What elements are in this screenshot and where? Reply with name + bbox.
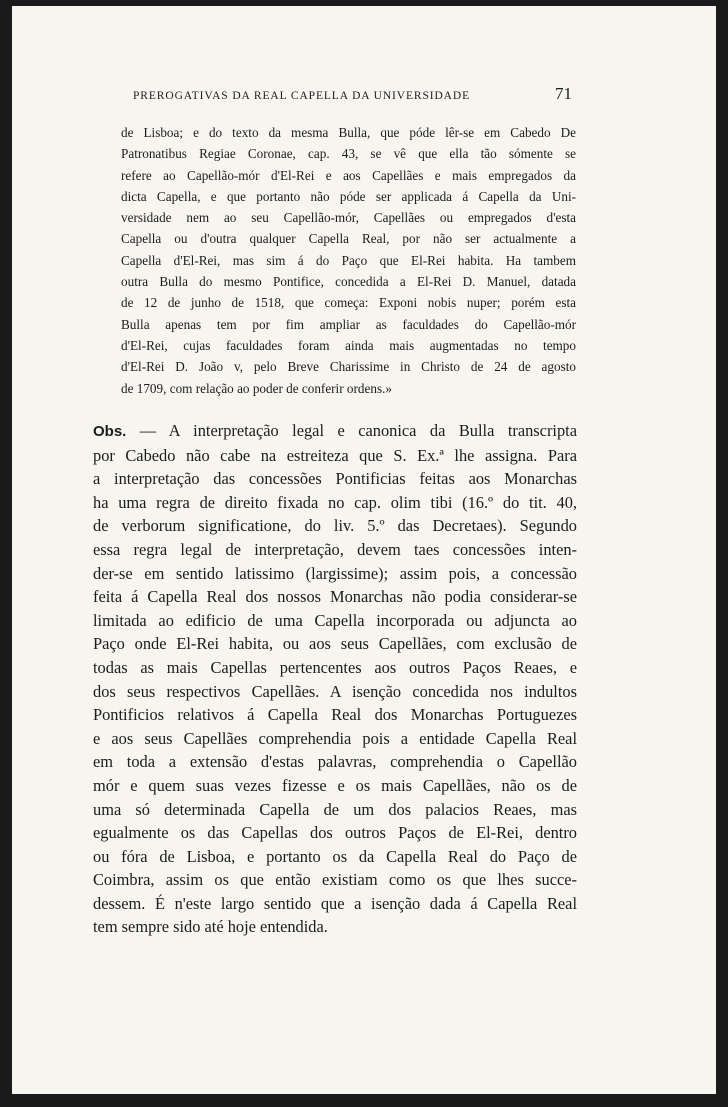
quoted-passage	[121, 122, 576, 399]
body-line: essa regra legal de interpretação, devem taes concessões inten-	[93, 539, 577, 559]
body-text	[93, 419, 577, 939]
body-line-first	[93, 419, 577, 444]
quote-line: Capella d'El-Rei, mas sim á do Paço que El-Rei habita. Ha tambem	[121, 252, 576, 268]
body-line: por Cabedo não cabe na estreiteza que S. Ex.ª lhe assigna. Para	[93, 445, 577, 465]
body-line: e aos seus Capellães comprehendia pois a entidade Capella Real	[93, 728, 577, 748]
body-line: em toda a extensão d'estas palavras, comprehendia o Capellão	[93, 752, 577, 772]
obs-label: Obs.	[93, 423, 127, 440]
body-line: dessem. É n'este largo sentido que a isenção dada á Capella Real	[93, 893, 577, 913]
quote-line: dicta Capella, e que portanto não póde ser applicada á Capella da Uni-	[121, 188, 576, 204]
quote-line: outra Bulla do mesmo Pontifice, concedida a El-Rei D. Manuel, datada	[121, 274, 576, 290]
body-line: Pontificios relativos á Capella Real dos Monarchas Portuguezes	[93, 705, 577, 725]
body-line: ou fóra de Lisboa, e portanto os da Capella Real do Paço de	[93, 846, 577, 866]
quote-line: Capella ou d'outra qualquer Capella Real, por não ser actualmente a	[121, 231, 576, 247]
body-line: feita á Capella Real dos nossos Monarchas não podia considerar-se	[93, 587, 577, 607]
quote-line: refere ao Capellão-mór d'El-Rei e aos Capellães e mais empregados da	[121, 167, 576, 183]
body-line: Coimbra, assim os que então existiam como os que lhes succe-	[93, 870, 577, 890]
running-title: PREROGATIVAS DA REAL CAPELLA DA UNIVERSIDADE	[133, 90, 471, 102]
body-line: todas as mais Capellas pertencentes aos outros Paços Reaes, e	[93, 657, 577, 677]
body-line: egualmente os das Capellas dos outros Paços de El-Rei, dentro	[93, 823, 577, 843]
body-line: mór e quem suas vezes fizesse e os mais Capellães, não os de	[93, 775, 577, 795]
body-line: uma só determinada Capella de um dos palacios Reaes, mas	[93, 799, 577, 819]
body-line: der-se em sentido latissimo (largissime); assim pois, a concessão	[93, 563, 577, 583]
body-line: Paço onde El-Rei habita, ou aos seus Capellães, com exclusão de	[93, 634, 577, 654]
quote-line: d'El-Rei, cujas faculdades foram ainda mais augmentadas no tempo	[121, 337, 576, 353]
page-number: 71	[555, 84, 572, 103]
quote-line: de Lisboa; e do texto da mesma Bulla, que póde lêr-se em Cabedo De	[121, 125, 576, 140]
body-line: tem sempre sido até hoje entendida.	[93, 917, 328, 937]
body-line: a interpretação das concessões Pontificias feitas aos Monarchas	[93, 469, 577, 489]
body-line: limitada ao edificio de uma Capella incorporada ou adjuncta ao	[93, 610, 577, 630]
quote-line: de 1709, com relação ao poder de conferir ordens.»	[121, 380, 392, 396]
quote-line: de 12 de junho de 1518, que começa: Exponi nobis nuper; porém esta	[121, 295, 576, 311]
quote-line: Patronatibus Regiae Coronae, cap. 43, se vê que ella tão sómente se	[121, 146, 576, 162]
body-line: de verborum significatione, do liv. 5.º das Decretaes). Segundo	[93, 516, 577, 536]
quote-line: d'El-Rei D. João v, pelo Breve Charissime in Christo de 24 de agosto	[121, 359, 576, 375]
body-line: dos seus respectivos Capellães. A isenção concedida nos indultos	[93, 681, 577, 701]
body-line: — A interpretação legal e canonica da Bulla transcripta	[126, 421, 577, 440]
quote-line: versidade nem ao seu Capellão-mór, Capellães ou empregados d'esta	[121, 210, 576, 226]
quote-line: Bulla apenas tem por fim ampliar as faculdades do Capellão-mór	[121, 316, 576, 332]
body-line: ha uma regra de direito fixada no cap. olim tibi (16.º do tit. 40,	[93, 492, 577, 512]
